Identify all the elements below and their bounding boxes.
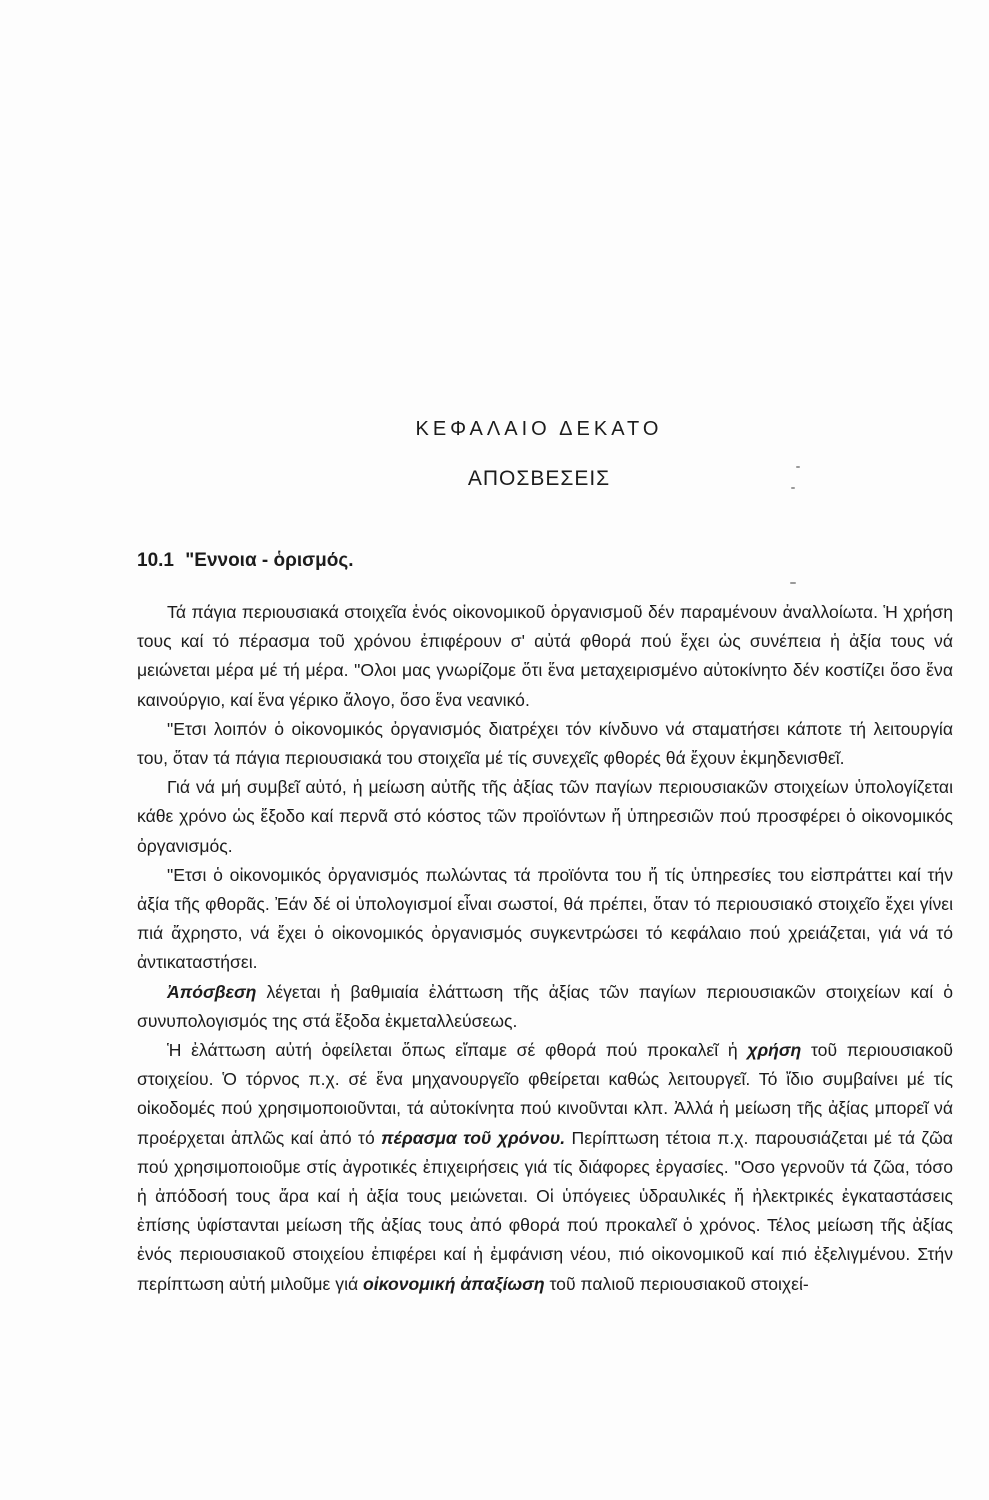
- term-xrisi: χρήση: [747, 1040, 802, 1061]
- chapter-title: ΑΠΟΣΒΕΣΕΙΣ: [467, 467, 611, 490]
- scan-speck: [791, 487, 795, 489]
- section-number: 10.1: [137, 550, 174, 571]
- paragraph-text: Περίπτωση τέτοια π.χ. παρουσιάζεται μέ τά ζῶα πού χρησιμοποιοῦμε στίς ἀγροτικές ἐπιχειρήσεις γιά τίς διάφορες ἐργασίες. "Οσο γερνοῦν τά ζῶα, τόσο ἡ ἀπόδοσή τους ἄρα καί ἡ ἀξία τους μειώνεται. Οἱ ὑπόγειες ὑδραυλικές ἤ ἠλεκτρικές ἐγκαταστάσεις ἐπίσης ὑφίστανται μείωση τῆς ἀξίας τους ἀπό φθορά πού προκαλεῖ ὁ χρόνος. Τέλος μείωση τῆς ἀξίας ἑνός περιουσιακοῦ στοιχείου ἐπιφέρει καί ἡ ἐμφάνιση νέου, πιό οἰκονομικοῦ καί πιό ἐξελιγμένου. Στήν περίπτωση αὐτή μιλοῦμε γιά: [137, 1127, 953, 1294]
- paragraph: Τά πάγια περιουσιακά στοιχεῖα ἑνός οἰκονομικοῦ ὀργανισμοῦ δέν παραμένουν ἀναλλοίωτα. Ἡ χρήση τους καί τό πέρασμα τοῦ χρόνου ἐπιφέρουν σ' αὐτά φθορά πού ἔχει ὡς συνέπεια ἡ ἀξία τους νά μειώνεται μέρα μέ τή μέρα. "Ολοι μας γνωρίζομε ὅτι ἕνα μεταχειρισμένο αὐτοκίνητο δέν κοστίζει ὅσο ἕνα καινούργιο, καί ἕνα γέρικο ἄλογο, ὅσο ἕνα νεανικό.: [137, 602, 953, 710]
- paragraph-text: τοῦ παλιοῦ περιουσιακοῦ στοιχεί-: [544, 1273, 809, 1294]
- term-aposvesi: Ἀπόσβεση: [167, 981, 257, 1002]
- paragraph-text: Ἡ ἐλάττωση αὐτή ὀφείλεται ὅπως εἴπαμε σέ φθορά πού προκαλεῖ ἡ: [167, 1040, 748, 1061]
- paragraph: Γιά νά μή συμβεῖ αὐτό, ἡ μείωση αὐτῆς τῆς ἀξίας τῶν παγίων περιουσιακῶν στοιχείων ὑπολογίζεται κάθε χρόνο ὡς ἔξοδο καί περνᾶ στό κόστος τῶν προϊόντων ἤ ὑπηρεσιῶν πού προσφέρει ὁ οἰκονομικός ὀργανισμός.: [137, 777, 953, 856]
- body-text: [137, 598, 953, 1299]
- paragraph-definition: [137, 978, 953, 1036]
- paragraph-text: τοῦ περιουσιακοῦ στοιχείου. Ὁ τόρνος π.χ. σέ ἕνα μηχανουργεῖο φθείρεται καθώς λειτουργεῖ. Τό ἴδιο συμβαίνει μέ τίς οἰκοδομές πού χρησιμοποιοῦνται, τά αὐτοκίνητα πού κινοῦνται κλπ. Ἀλλά ἡ μείωση τῆς ἀξίας μπορεῖ νά προέρχεται ἁπλῶς καί ἀπό τό: [137, 1040, 953, 1148]
- paragraph-text: λέγεται ἡ βαθμιαία ἐλάττωση τῆς ἀξίας τῶν παγίων περιουσιακῶν στοιχείων καί ὁ συνυπολογισμός της στά ἔξοδα ἐκμεταλλεύσεως.: [137, 981, 953, 1031]
- paragraph: "Ετσι ὁ οἰκονομικός ὀργανισμός πωλώντας τά προϊόντα του ἤ τίς ὑπηρεσίες του εἰσπράττει καί τήν ἀξία τῆς φθορᾶς. Ἐάν δέ οἱ ὑπολογισμοί εἶναι σωστοί, θά πρέπει, ὅταν τό περιουσιακό στοιχεῖο ἔχει γίνει πιά ἄχρηστο, νά ἔχει ὁ οἰκονομικός ὀργανισμός συγκεντρώσει τό κεφάλαιο πού χρειάζεται, γιά νά τό ἀντικαταστήσει.: [137, 864, 953, 973]
- section-heading: [137, 550, 354, 572]
- term-perasma-xronou: πέρασμα τοῦ χρόνου.: [381, 1127, 566, 1148]
- paragraph: [137, 1036, 953, 1299]
- paragraph: "Ετσι λοιπόν ὁ οἰκονομικός ὀργανισμός διατρέχει τόν κίνδυνο νά σταματήσει κάποτε τή λειτουργία του, ὅταν τά πάγια περιουσιακά του στοιχεῖα μέ τίς συνεχεῖς φθορές θά ἔχουν ἐκμηδενισθεῖ.: [137, 718, 953, 769]
- scan-speck: [790, 582, 796, 584]
- term-oikonomiki-apaxiosi: οἰκονομική ἀπαξίωση: [363, 1273, 545, 1294]
- scan-speck: [796, 466, 800, 468]
- section-title: "Εννοια - ὁρισμός.: [185, 550, 354, 571]
- chapter-label: ΚΕΦΑΛΑΙΟ ΔΕΚΑΤΟ: [415, 418, 663, 440]
